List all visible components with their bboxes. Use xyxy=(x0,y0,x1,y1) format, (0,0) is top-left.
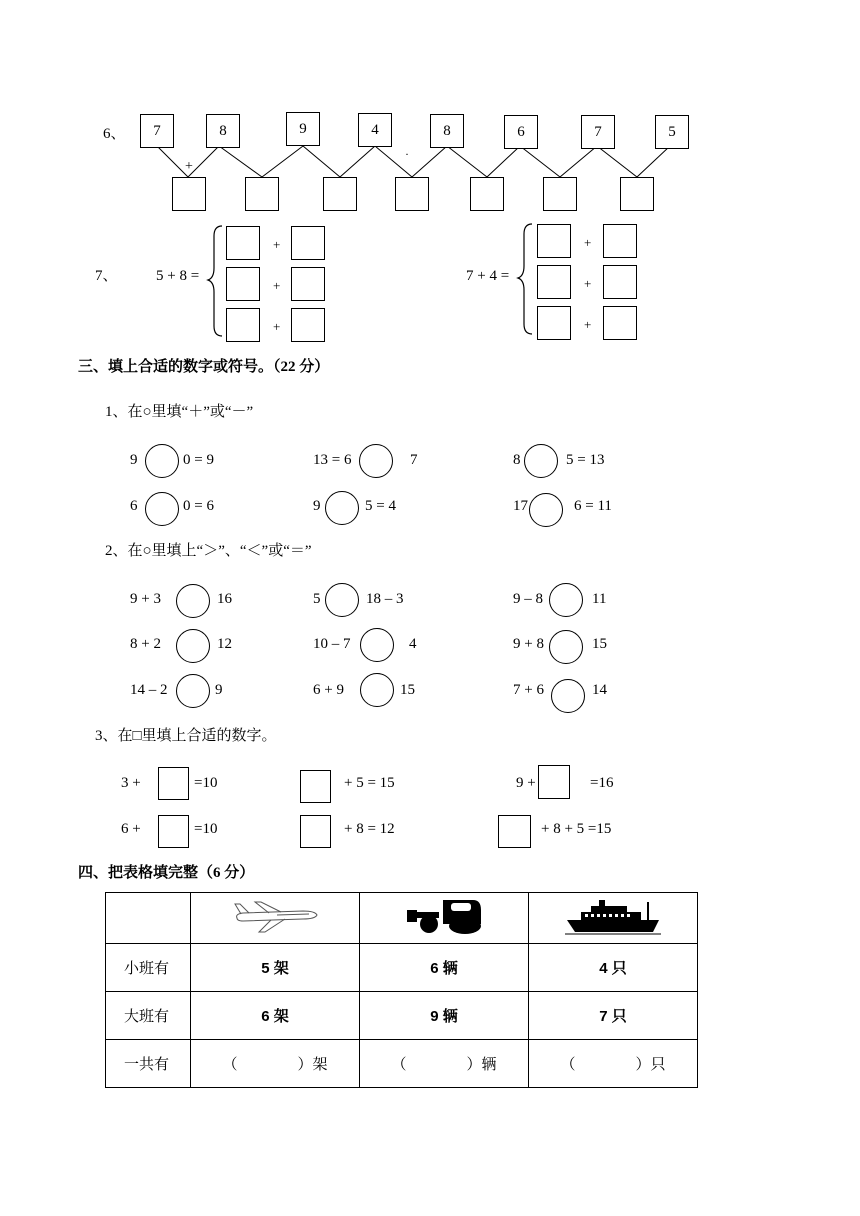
q6-top-box: 5 xyxy=(655,115,689,149)
q7-left-expression: 5 + 8 = xyxy=(156,268,200,284)
expr-text: 16 xyxy=(217,591,232,607)
expr-text: 6 + 9 xyxy=(313,682,344,698)
expr-text: 5 = 13 xyxy=(566,452,605,468)
q6-answer-box[interactable] xyxy=(543,177,577,211)
expr-text: 11 xyxy=(592,591,607,607)
expr-text: + 8 + 5 =15 xyxy=(541,821,612,837)
q7-answer-box[interactable] xyxy=(537,306,571,340)
expr-text: + 8 = 12 xyxy=(344,821,395,837)
expr-text: 17 xyxy=(513,498,528,514)
q6-answer-box[interactable] xyxy=(245,177,279,211)
expr-text: =10 xyxy=(194,821,218,837)
table-cell: 9 辆 xyxy=(360,992,529,1040)
answer-box[interactable] xyxy=(498,815,531,848)
q6-top-box: 6 xyxy=(504,115,538,149)
table-cell: 6 架 xyxy=(191,992,360,1040)
table-header-cell xyxy=(191,893,360,944)
q7-plus: + xyxy=(584,317,592,332)
q7-right-expression: 7 + 4 = xyxy=(466,268,510,284)
expr-text: 18 – 3 xyxy=(366,591,404,607)
table-row xyxy=(106,1040,698,1088)
section4-title: 四、把表格填完整（6 分） xyxy=(78,865,255,881)
expr-text: 5 xyxy=(313,591,321,607)
table-cell: 6 辆 xyxy=(360,944,529,992)
expr-text: 7 xyxy=(410,452,418,468)
q7-answer-box[interactable] xyxy=(226,226,260,260)
q7-answer-box[interactable] xyxy=(291,226,325,260)
table-answer-cell[interactable]: （ ）架 xyxy=(191,1040,360,1088)
answer-circle[interactable] xyxy=(524,444,558,478)
q7-plus: + xyxy=(584,276,592,291)
tractor-icon xyxy=(403,896,485,936)
answer-circle[interactable] xyxy=(325,583,359,617)
q6-answer-box[interactable] xyxy=(395,177,429,211)
answer-circle[interactable] xyxy=(145,444,179,478)
q6-top-box: 7 xyxy=(581,115,615,149)
answer-circle[interactable] xyxy=(176,629,210,663)
expr-text: =16 xyxy=(590,775,614,791)
table-row xyxy=(106,992,698,1040)
table-header-cell xyxy=(360,893,529,944)
row-label: 一共有 xyxy=(106,1040,191,1088)
q6-answer-box[interactable] xyxy=(172,177,206,211)
q7-answer-box[interactable] xyxy=(537,265,571,299)
table-answer-cell[interactable]: （ ）辆 xyxy=(360,1040,529,1088)
expr-text: + 5 = 15 xyxy=(344,775,395,791)
expr-text: 8 xyxy=(513,452,521,468)
answer-circle[interactable] xyxy=(551,679,585,713)
part3-title: 3、在□里填上合适的数字。 xyxy=(95,728,277,744)
expr-text: 9 xyxy=(130,452,138,468)
expr-text: 12 xyxy=(217,636,232,652)
q6-top-box: 8 xyxy=(430,114,464,148)
expr-text: 0 = 9 xyxy=(183,452,214,468)
expr-text: 15 xyxy=(592,636,607,652)
part1-title: 1、在○里填“＋”或“－” xyxy=(105,404,254,420)
expr-text: 10 – 7 xyxy=(313,636,351,652)
q7-answer-box[interactable] xyxy=(291,267,325,301)
expr-text: 6 + xyxy=(121,821,141,837)
airplane-icon xyxy=(229,896,321,936)
answer-circle[interactable] xyxy=(360,673,394,707)
answer-circle[interactable] xyxy=(325,491,359,525)
expr-text: 9 + xyxy=(516,775,536,791)
expr-text: 9 xyxy=(313,498,321,514)
q6-plus-sign: + xyxy=(185,159,193,174)
table-corner-cell xyxy=(106,893,191,944)
answer-box[interactable] xyxy=(300,770,331,803)
q7-answer-box[interactable] xyxy=(603,306,637,340)
q6-top-box: 4 xyxy=(358,113,392,147)
expr-text: 15 xyxy=(400,682,415,698)
q7-answer-box[interactable] xyxy=(291,308,325,342)
expr-text: 9 xyxy=(215,682,223,698)
q6-answer-box[interactable] xyxy=(470,177,504,211)
q6-dot-sign: · xyxy=(405,147,409,161)
expr-text: =10 xyxy=(194,775,218,791)
answer-circle[interactable] xyxy=(529,493,563,527)
answer-circle[interactable] xyxy=(145,492,179,526)
answer-box[interactable] xyxy=(158,767,189,800)
expr-text: 9 – 8 xyxy=(513,591,543,607)
table-cell: 7 只 xyxy=(529,992,698,1040)
q7-answer-box[interactable] xyxy=(226,308,260,342)
answer-box[interactable] xyxy=(538,765,570,799)
q6-label: 6、 xyxy=(103,126,126,142)
expr-text: 6 xyxy=(130,498,138,514)
q7-plus: + xyxy=(273,237,281,252)
answer-circle[interactable] xyxy=(176,674,210,708)
q7-answer-box[interactable] xyxy=(603,224,637,258)
q6-answer-box[interactable] xyxy=(323,177,357,211)
expr-text: 14 – 2 xyxy=(130,682,168,698)
q6-top-box: 7 xyxy=(140,114,174,148)
vehicle-table xyxy=(105,892,698,1088)
expr-text: 7 + 6 xyxy=(513,682,544,698)
q6-answer-box[interactable] xyxy=(620,177,654,211)
table-answer-cell[interactable]: （ ）只 xyxy=(529,1040,698,1088)
expr-text: 13 = 6 xyxy=(313,452,352,468)
answer-circle[interactable] xyxy=(360,628,394,662)
q7-answer-box[interactable] xyxy=(226,267,260,301)
expr-text: 0 = 6 xyxy=(183,498,214,514)
expr-text: 8 + 2 xyxy=(130,636,161,652)
q7-plus: + xyxy=(273,319,281,334)
expr-text: 9 + 3 xyxy=(130,591,161,607)
expr-text: 3 + xyxy=(121,775,141,791)
expr-text: 4 xyxy=(409,636,417,652)
expr-text: 9 + 8 xyxy=(513,636,544,652)
row-label: 大班有 xyxy=(106,992,191,1040)
expr-text: 14 xyxy=(592,682,607,698)
table-header-row xyxy=(106,893,698,944)
answer-circle[interactable] xyxy=(549,630,583,664)
expr-text: 5 = 4 xyxy=(365,498,396,514)
answer-box[interactable] xyxy=(300,815,331,848)
answer-circle[interactable] xyxy=(549,583,583,617)
q6-top-box: 8 xyxy=(206,114,240,148)
table-row xyxy=(106,944,698,992)
q7-answer-box[interactable] xyxy=(603,265,637,299)
table-cell: 4 只 xyxy=(529,944,698,992)
row-label: 小班有 xyxy=(106,944,191,992)
q7-label: 7、 xyxy=(95,268,118,284)
q7-answer-box[interactable] xyxy=(537,224,571,258)
q7-plus: + xyxy=(584,235,592,250)
table-cell: 5 架 xyxy=(191,944,360,992)
brace-icon xyxy=(516,220,536,340)
part2-title: 2、在○里填上“＞”、“＜”或“＝” xyxy=(105,543,312,559)
answer-box[interactable] xyxy=(158,815,189,848)
table-header-cell xyxy=(529,893,698,944)
ship-icon xyxy=(563,894,663,938)
q7-plus: + xyxy=(273,278,281,293)
section3-title: 三、填上合适的数字或符号。（22 分） xyxy=(78,359,330,375)
q6-top-box: 9 xyxy=(286,112,320,146)
expr-text: 6 = 11 xyxy=(574,498,612,514)
brace-icon xyxy=(206,222,226,342)
answer-circle[interactable] xyxy=(359,444,393,478)
answer-circle[interactable] xyxy=(176,584,210,618)
